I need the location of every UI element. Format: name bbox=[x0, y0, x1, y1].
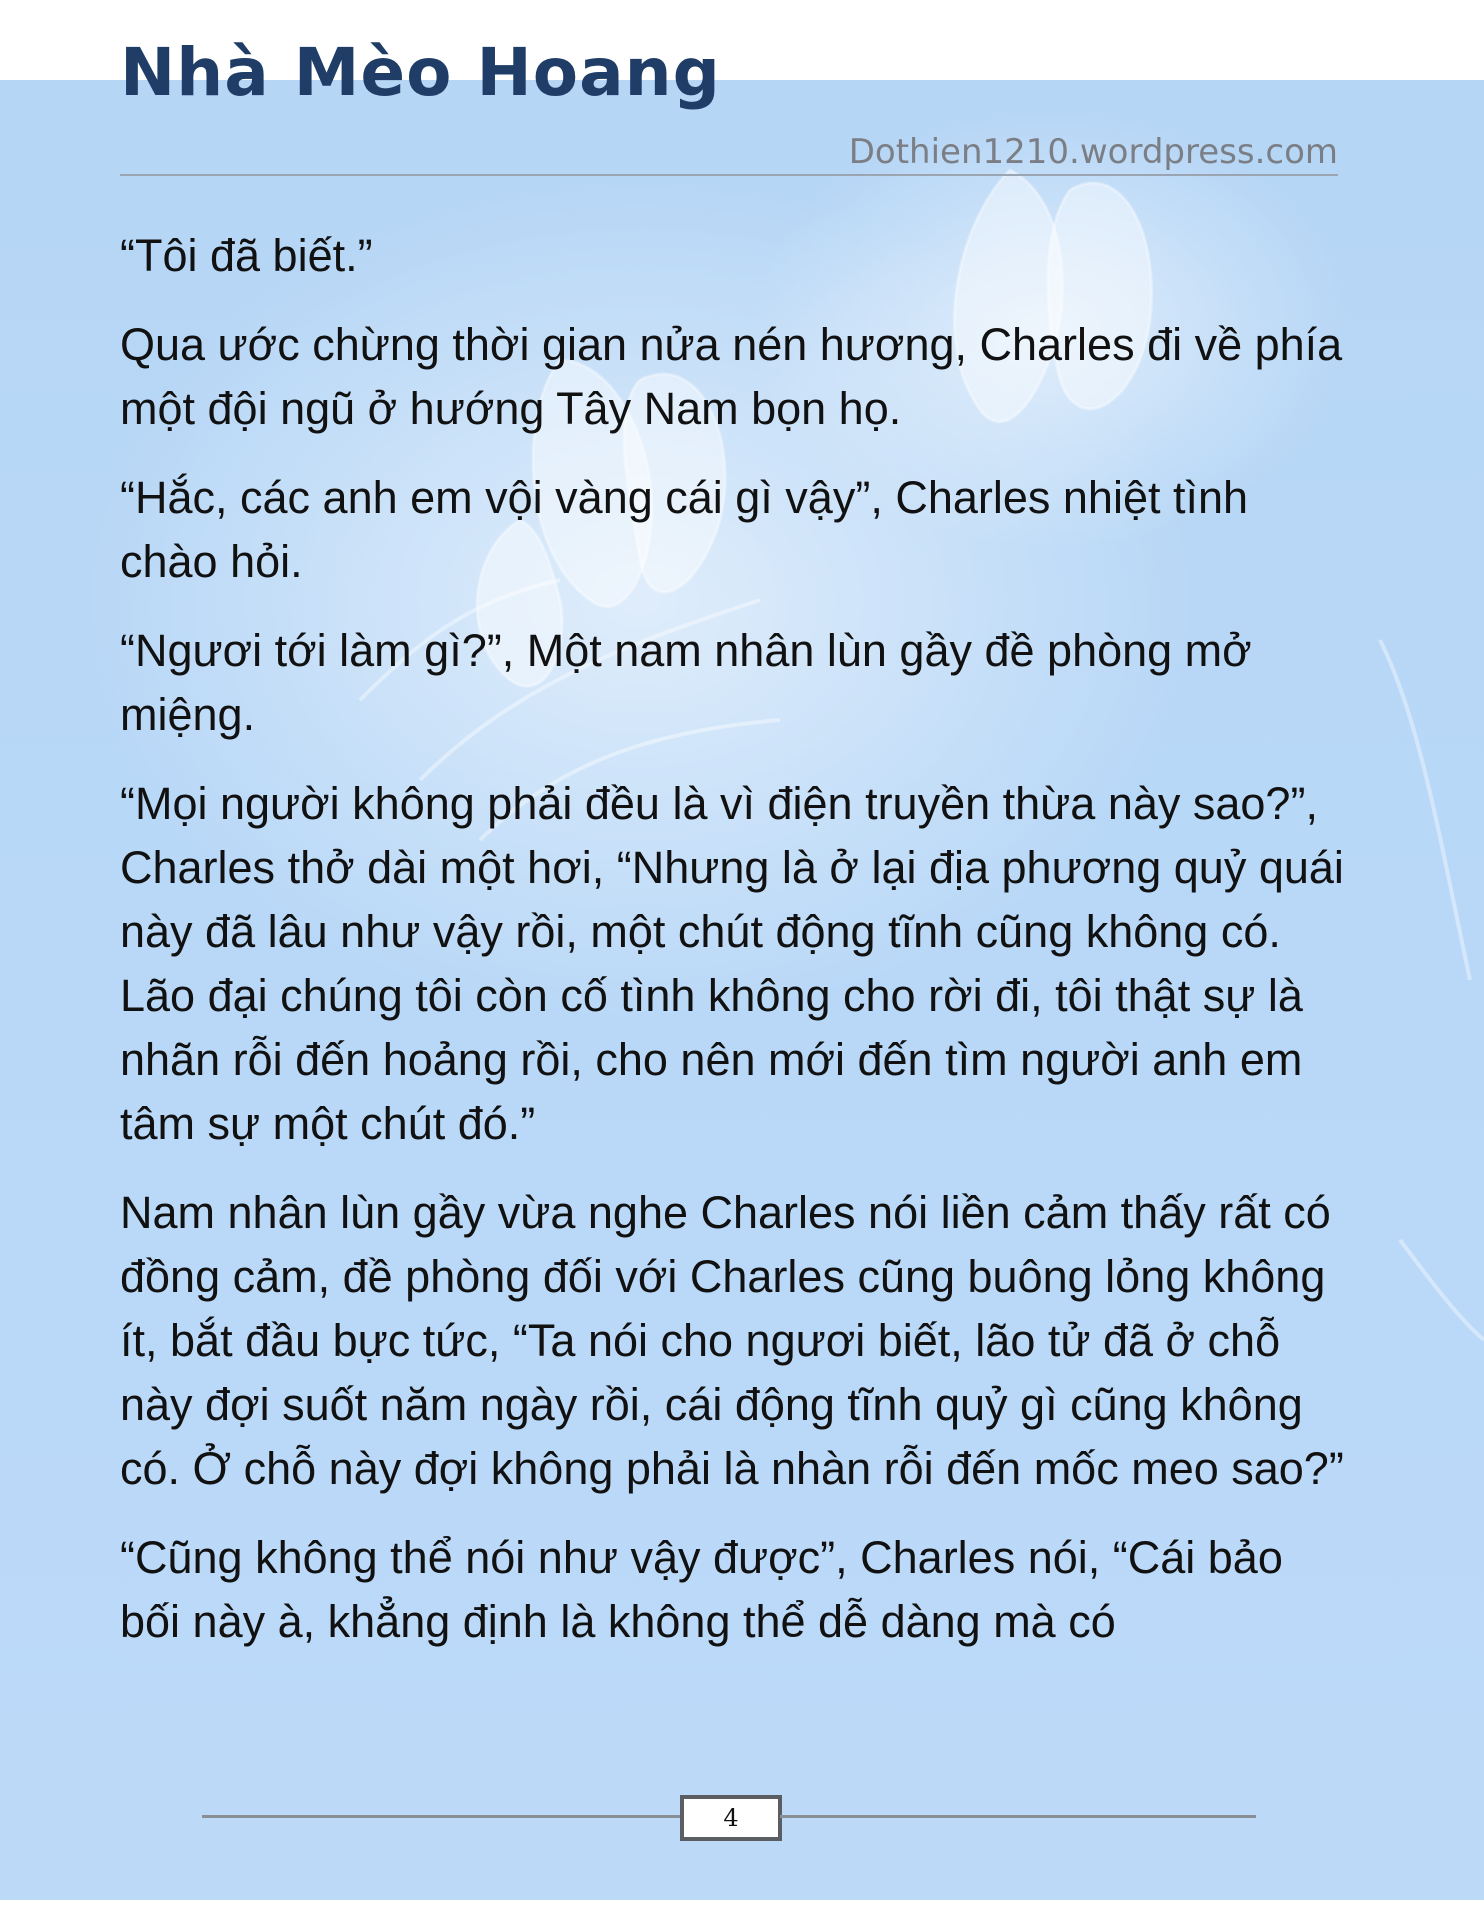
footer-divider-left bbox=[202, 1815, 680, 1818]
page-number: 4 bbox=[680, 1795, 782, 1841]
header-divider bbox=[120, 174, 1338, 176]
paragraph: “Mọi người không phải đều là vì điện truyền thừa này sao?”, Charles thở dài một hơi, “Nhưng là ở lại địa phương quỷ quái này đã lâu như vậy rồi, một chút động tĩnh cũng không có. Lão đại chúng tôi còn cố tình không cho rời đi, tôi thật sự là nhãn rỗi đến hoảng rồi, cho nên mới đến tìm người anh em tâm sự một chút đó.” bbox=[120, 778, 1344, 1149]
paragraph: “Ngươi tới làm gì?”, Một nam nhân lùn gầy đề phòng mở miệng. bbox=[120, 625, 1252, 740]
footer-divider-right bbox=[780, 1815, 1256, 1818]
site-url: Dothien1210.wordpress.com bbox=[848, 132, 1338, 172]
story-text bbox=[120, 224, 1350, 1679]
paragraph: “Cũng không thể nói như vậy được”, Charles nói, “Cái bảo bối này à, khẳng định là không thể dễ dàng mà có bbox=[120, 1532, 1283, 1647]
document-title: Nhà Mèo Hoang bbox=[120, 34, 721, 111]
paragraph: Nam nhân lùn gầy vừa nghe Charles nói liền cảm thấy rất có đồng cảm, đề phòng đối với Charles cũng buông lỏng không ít, bắt đầu bực tức, “Ta nói cho ngươi biết, lão tử đã ở chỗ này đợi suốt năm ngày rồi, cái động tĩnh quỷ gì cũng không có. Ở chỗ này đợi không phải là nhàn rỗi đến mốc meo sao?” bbox=[120, 1187, 1344, 1494]
paragraph: “Hắc, các anh em vội vàng cái gì vậy”, Charles nhiệt tình chào hỏi. bbox=[120, 472, 1249, 587]
paragraph: Qua ước chừng thời gian nửa nén hương, Charles đi về phía một đội ngũ ở hướng Tây Nam bọn họ. bbox=[120, 319, 1343, 434]
paragraph: “Tôi đã biết.” bbox=[120, 230, 373, 281]
